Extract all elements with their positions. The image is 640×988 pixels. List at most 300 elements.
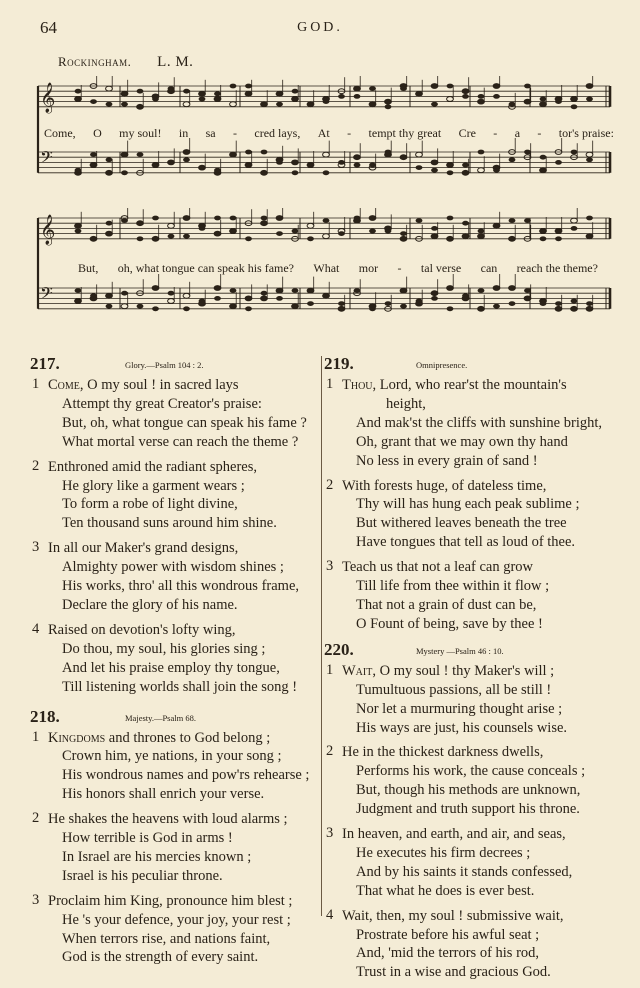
note-head (369, 163, 376, 168)
note-head (586, 306, 593, 311)
verse-text: Have tongues that tell as loud of thee. (356, 534, 576, 551)
note-head (121, 102, 128, 107)
verse-text: His wondrous names and pow'rs rehearse ; (62, 767, 310, 784)
verse-line (324, 376, 620, 395)
verse-line (324, 615, 620, 634)
note-head (478, 150, 485, 155)
note-head (261, 291, 268, 296)
note-head (106, 221, 113, 226)
note-head (555, 99, 562, 104)
verse-line (30, 911, 320, 930)
verse-text: Crown him, ye nations, in your song ; (62, 748, 282, 765)
verse-text: He shakes the heavens with loud alarms ; (48, 811, 288, 828)
note-head (478, 306, 485, 311)
bass-clef-icon: 𝄢 (40, 147, 53, 171)
hymn-heading (324, 640, 620, 662)
column-divider (321, 356, 322, 916)
note-head (168, 223, 175, 228)
verse-text: height, (386, 395, 426, 412)
note-head (400, 155, 407, 160)
note-head (478, 168, 485, 173)
note-head (152, 216, 159, 221)
note-head (75, 229, 82, 234)
note-head (199, 165, 206, 170)
verse-line (324, 681, 620, 700)
note-head (555, 160, 562, 165)
verse-text: When terrors rise, and nations faint, (62, 930, 271, 947)
hymn (324, 640, 620, 983)
tune-name: Rockingham. (58, 54, 132, 69)
verse-line (30, 640, 320, 659)
verse-line (30, 621, 320, 640)
verse-text: His honors shall enrich your verse. (62, 786, 265, 803)
verse-line (30, 558, 320, 577)
verse-line (324, 662, 620, 681)
verse-line (30, 867, 320, 886)
verse-line (324, 533, 620, 552)
verse-line (324, 844, 620, 863)
verse-line (324, 926, 620, 945)
note-head (586, 301, 593, 306)
note-head (431, 226, 438, 231)
stanza (324, 558, 620, 634)
verse-line (30, 376, 320, 395)
note-head (214, 216, 221, 221)
note-head (400, 86, 407, 91)
note-head (338, 94, 345, 99)
lyric-word: At (317, 126, 330, 140)
note-head (230, 216, 237, 221)
note-head (571, 218, 578, 223)
note-head (106, 170, 113, 175)
note-head (292, 97, 299, 102)
lyric-word: a (514, 126, 521, 140)
lyric-word: reach the theme? (516, 261, 598, 275)
verse-line (324, 781, 620, 800)
note-head (369, 229, 376, 234)
note-head (540, 301, 547, 306)
note-head (199, 226, 206, 231)
note-head (493, 304, 500, 309)
note-head (75, 168, 82, 173)
stanza-number: 1 (326, 376, 334, 392)
note-head (214, 97, 221, 102)
verse-text: He executes his firm decrees ; (356, 844, 531, 861)
note-head (416, 218, 423, 223)
note-head (245, 236, 252, 241)
verse-text: Raised on devotion's lofty wing, (48, 621, 236, 638)
stanza (324, 376, 620, 471)
verse-text: And mak'st the cliffs with sunshine bright, (356, 414, 603, 431)
note-head (555, 236, 562, 241)
hymn-heading (30, 354, 320, 376)
note-head (462, 293, 469, 298)
lyrics-line-2 (78, 261, 598, 276)
verse-text: That not a grain of dust can be, (356, 596, 537, 613)
note-head (400, 236, 407, 241)
lyric-word: mor (358, 261, 379, 275)
verse-text: What mortal verse can reach the theme ? (62, 433, 299, 450)
note-head (75, 223, 82, 228)
verse-line (324, 477, 620, 496)
lyrics-line-1 (44, 126, 614, 141)
verse-line (30, 829, 320, 848)
note-head (75, 288, 82, 293)
verse-line (324, 963, 620, 982)
note-head (431, 102, 438, 107)
verse-line (30, 747, 320, 766)
verse-text: That what he does is ever best. (356, 882, 535, 899)
verse-text: He glory like a garment wears ; (62, 477, 245, 494)
note-head (261, 102, 268, 107)
note-head (338, 306, 345, 311)
note-head (245, 91, 252, 96)
stanza-number: 2 (326, 743, 334, 760)
verse-line (324, 907, 620, 926)
verse-line (30, 395, 320, 414)
verse-text: Oh, grant that we may own thy hand (356, 433, 568, 450)
verse-line (30, 729, 320, 748)
note-head (261, 170, 268, 175)
note-head (137, 236, 144, 241)
note-head (90, 293, 97, 298)
note-head (199, 91, 206, 96)
note-head (571, 299, 578, 304)
verse-text: With forests huge, of dateless time, (342, 477, 547, 494)
verse-line (324, 514, 620, 533)
note-head (323, 99, 330, 104)
note-head (509, 301, 516, 306)
verse-line (30, 948, 320, 967)
verse-text: And by his saints it stands confessed, (356, 863, 573, 880)
note-head (416, 152, 423, 157)
note-head (586, 97, 593, 102)
note-head (90, 99, 97, 104)
note-head (245, 163, 252, 168)
note-head (586, 234, 593, 239)
running-head: GOD. (297, 20, 343, 35)
hymn-subtitle: Glory.—Psalm 104 : 2. (125, 360, 204, 370)
note-head (307, 223, 314, 228)
hymn-heading (30, 707, 320, 729)
note-head (354, 86, 361, 91)
page-number: 64 (40, 18, 57, 37)
note-head (307, 102, 314, 107)
verse-line (324, 700, 620, 719)
note-head (214, 231, 221, 236)
note-head (121, 291, 128, 296)
note-head (447, 286, 454, 291)
note-head (431, 84, 438, 89)
note-head (478, 288, 485, 293)
verse-line (324, 944, 620, 963)
verse-text: Trust in a wise and gracious God. (356, 964, 551, 981)
note-head (571, 226, 578, 231)
note-head (447, 306, 454, 311)
note-head (106, 86, 113, 91)
note-head (152, 286, 159, 291)
note-head (462, 221, 469, 226)
note-head (462, 234, 469, 239)
stanza-number: 3 (32, 539, 40, 556)
verse-text: God is the strength of every saint. (62, 949, 259, 966)
verse-line (324, 800, 620, 819)
verse-text: Do thou, my soul, his glories sing ; (62, 640, 266, 657)
verse-text: Till life from thee within it flow ; (356, 578, 550, 595)
note-head (276, 296, 283, 301)
note-head (183, 216, 190, 221)
tune-title (58, 54, 193, 71)
lyric-word: tempt thy great (368, 126, 442, 140)
note-head (152, 97, 159, 102)
note-head (230, 229, 237, 234)
note-head (447, 163, 454, 168)
verse-text: Lord, who rear'st the mountain's (376, 377, 567, 393)
note-head (509, 218, 516, 223)
note-head (338, 160, 345, 165)
note-head (493, 94, 500, 99)
stanza-number: 3 (326, 558, 334, 575)
verse-text: Almighty power with wisdom shines ; (62, 559, 284, 576)
verse-line (324, 558, 620, 577)
verse-text: To form a robe of light divine, (62, 496, 238, 513)
note-head (276, 288, 283, 293)
stanza-number: 1 (326, 661, 334, 678)
verse-line (324, 719, 620, 738)
stanza-first-word: Wait, (342, 662, 376, 679)
note-head (478, 94, 485, 99)
left-column (30, 354, 320, 973)
lyric-word: sa (205, 126, 216, 140)
stanza-number: 4 (32, 620, 40, 637)
hymn (324, 354, 620, 634)
stanza (324, 907, 620, 983)
note-head (75, 89, 82, 94)
note-head (90, 163, 97, 168)
note-head (431, 291, 438, 296)
verse-line (30, 785, 320, 804)
lyric-word: oh, what tongue can speak his fame? (117, 261, 295, 275)
note-head (307, 301, 314, 306)
note-head (354, 155, 361, 160)
verse-text: He 's your defence, your joy, your rest ; (62, 911, 291, 928)
note-head (478, 234, 485, 239)
note-head (168, 234, 175, 239)
treble-clef-icon: 𝄞 (40, 83, 56, 113)
stanza (324, 825, 620, 901)
note-head (183, 293, 190, 298)
note-head (478, 229, 485, 234)
verse-text: His works, thro' all this wondrous frame, (62, 578, 299, 595)
note-head (106, 231, 113, 236)
note-head (509, 236, 516, 241)
verse-line (30, 810, 320, 829)
verse-text: Tumultuous passions, all be still ! (356, 681, 552, 698)
note-head (261, 296, 268, 301)
lyric-word: can (480, 261, 498, 275)
verse-text: Enthroned amid the radiant spheres, (48, 458, 257, 475)
note-head (230, 84, 237, 89)
stanza (324, 477, 620, 553)
stanza (30, 539, 320, 615)
note-head (540, 168, 547, 173)
stanza (30, 621, 320, 697)
note-head (245, 84, 252, 89)
note-head (323, 170, 330, 175)
note-head (447, 170, 454, 175)
note-head (261, 150, 268, 155)
note-head (323, 293, 330, 298)
verse-text: And let his praise employ thy tongue, (62, 659, 280, 676)
verse-line (30, 766, 320, 785)
note-head (385, 99, 392, 104)
verse-line (30, 930, 320, 949)
note-head (354, 94, 361, 99)
note-head (431, 168, 438, 173)
note-head (571, 150, 578, 155)
note-head (137, 104, 144, 109)
verse-text: In all our Maker's grand designs, (48, 540, 239, 557)
stanza (324, 743, 620, 819)
lyric-word: But, (78, 261, 99, 275)
hymn-number: 220. (324, 639, 354, 659)
note-head (400, 304, 407, 309)
note-head (416, 165, 423, 170)
note-head (555, 229, 562, 234)
note-head (369, 86, 376, 91)
stanza (30, 810, 320, 886)
note-head (540, 97, 547, 102)
note-head (183, 150, 190, 155)
note-head (137, 221, 144, 226)
note-head (168, 160, 175, 165)
note-head (571, 104, 578, 109)
note-head (431, 296, 438, 301)
lyric-word: Cre (458, 126, 476, 140)
note-head (152, 163, 159, 168)
hymn-subtitle: Mystery —Psalm 46 : 10. (416, 645, 504, 656)
note-head (90, 152, 97, 157)
verse-text: Thy will has hung each peak sublime ; (356, 496, 580, 513)
note-head (571, 97, 578, 102)
note-head (183, 102, 190, 107)
note-head (261, 221, 268, 226)
note-head (245, 296, 252, 301)
lyric-word: - (493, 126, 498, 140)
stanza-first-word: Come, (48, 377, 84, 393)
verse-line (30, 477, 320, 496)
verse-line (324, 743, 620, 762)
verse-line (30, 892, 320, 911)
note-head (75, 299, 82, 304)
verse-text: But withered leaves beneath the tree (356, 515, 567, 532)
verse-text: and thrones to God belong ; (105, 729, 271, 746)
note-head (385, 150, 392, 155)
stanza-number: 3 (32, 891, 40, 908)
treble-clef-icon: 𝄞 (40, 215, 56, 245)
verse-line (30, 458, 320, 477)
note-head (493, 84, 500, 89)
note-head (261, 216, 268, 221)
note-head (540, 102, 547, 107)
stanza-first-word: Thou, (342, 377, 377, 393)
note-head (245, 306, 252, 311)
stanza (30, 729, 320, 805)
note-head (121, 91, 128, 96)
verse-text: No less in every grain of sand ! (356, 452, 538, 469)
hymn (30, 707, 320, 968)
stanza-number: 2 (32, 457, 40, 474)
note-head (214, 296, 221, 301)
note-head (369, 102, 376, 107)
note-head (540, 236, 547, 241)
note-head (447, 236, 454, 241)
lyric-word: O (93, 126, 102, 140)
verse-line (324, 495, 620, 514)
verse-text: Till listening worlds shall join the song ! (62, 678, 298, 695)
verse-line (30, 659, 320, 678)
lyric-word: - (397, 261, 402, 275)
verse-text: Declare the glory of his name. (62, 596, 238, 613)
lyric-word: my soul! (119, 126, 162, 140)
tune-meter: L. M. (157, 54, 194, 70)
note-head (540, 229, 547, 234)
note-head (307, 163, 314, 168)
note-head (416, 91, 423, 96)
verse-line (324, 577, 620, 596)
note-head (369, 216, 376, 221)
note-head (214, 286, 221, 291)
note-head (214, 168, 221, 173)
verse-line (324, 596, 620, 615)
verse-text: In Israel are his mercies known ; (62, 848, 252, 865)
verse-line (30, 596, 320, 615)
note-head (338, 231, 345, 236)
verse-line (324, 762, 620, 781)
note-head (493, 286, 500, 291)
stanza-number: 1 (32, 728, 40, 745)
verse-text: He in the thickest darkness dwells, (342, 744, 544, 761)
note-head (509, 286, 516, 291)
note-head (199, 299, 206, 304)
note-head (168, 86, 175, 91)
note-head (106, 102, 113, 107)
note-head (168, 291, 175, 296)
note-head (137, 89, 144, 94)
note-head (338, 301, 345, 306)
hymn-subtitle: Omnipresence. (416, 360, 468, 370)
note-head (292, 304, 299, 309)
verse-text: Prostrate before his awful seat ; (356, 926, 540, 943)
note-head (199, 97, 206, 102)
note-head (121, 218, 128, 223)
note-head (152, 306, 159, 311)
note-head (478, 99, 485, 104)
note-head (276, 216, 283, 221)
note-head (292, 160, 299, 165)
note-head (385, 301, 392, 306)
note-head (292, 288, 299, 293)
note-head (447, 97, 454, 102)
verse-text: In heaven, and earth, and air, and seas, (342, 826, 566, 843)
verse-text: Israel is his peculiar throne. (62, 867, 223, 884)
note-head (354, 288, 361, 293)
note-head (493, 168, 500, 173)
verse-text: How terrible is God in arms ! (62, 830, 233, 847)
note-head (152, 236, 159, 241)
note-head (183, 157, 190, 162)
note-head (586, 152, 593, 157)
